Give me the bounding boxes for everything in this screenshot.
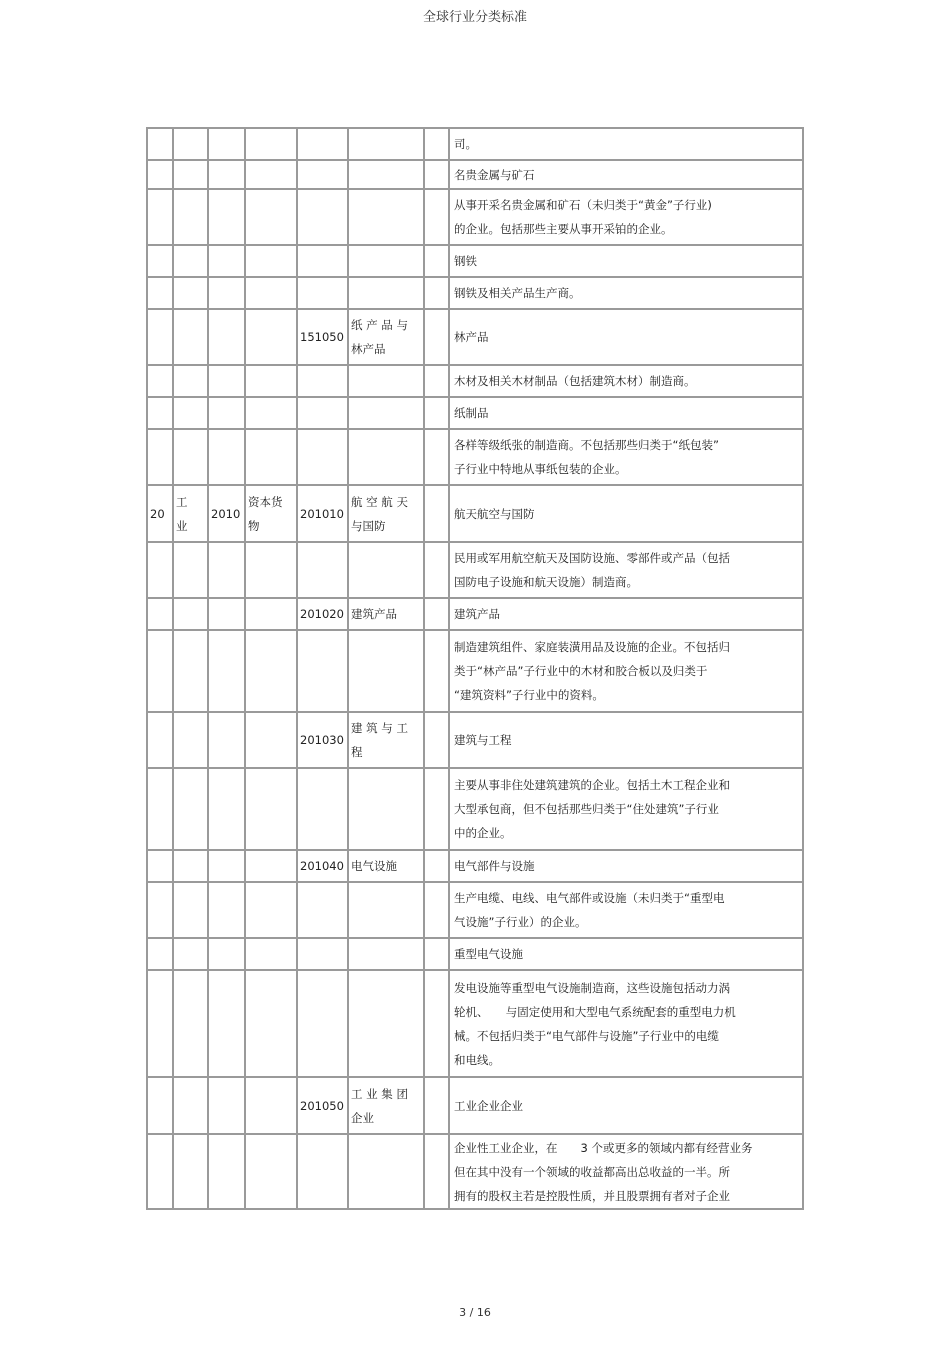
sector-code-cell	[147, 429, 173, 485]
industry-name-cell	[348, 712, 424, 768]
sub-industry-cell	[449, 850, 803, 882]
table-row	[147, 850, 803, 882]
industry-name-cell	[348, 365, 424, 397]
cell-text-line: 主要从事非住处建筑建筑的企业。包括土木工程企业和	[454, 778, 730, 792]
sector-name-cell	[173, 882, 208, 938]
cell-text-line: 工业企业企业	[454, 1098, 523, 1113]
industry-code-cell	[297, 850, 348, 882]
blank-cell	[424, 712, 449, 768]
table-row	[147, 160, 803, 189]
cell-text-line: 纸 产 品 与	[351, 318, 408, 332]
cell-text-line: 名贵金属与矿石	[454, 167, 535, 182]
table-row	[147, 485, 803, 542]
sector-name-cell	[173, 485, 208, 542]
industry-group-name-cell	[245, 1077, 297, 1134]
sector-name-cell	[173, 429, 208, 485]
cell-text-line: 电气设施	[351, 859, 397, 873]
table-row	[147, 882, 803, 938]
industry-group-name-cell	[245, 598, 297, 630]
industry-code-cell	[297, 160, 348, 189]
sector-name-cell	[173, 850, 208, 882]
cell-text-line: 民用或军用航空航天及国防设施、零部件或产品（包括	[454, 551, 730, 565]
industry-group-name-cell	[245, 160, 297, 189]
blank-cell	[424, 850, 449, 882]
industry-group-name-cell	[245, 1134, 297, 1209]
industry-group-code-cell	[208, 768, 245, 850]
industry-classification-table	[146, 127, 804, 1210]
cell-text-line: 资本货	[248, 494, 283, 509]
industry-group-name-cell	[245, 712, 297, 768]
cell-text-line: “建筑资料”子行业中的资料。	[454, 688, 604, 702]
sector-code-cell	[147, 598, 173, 630]
cell-text-line: 企业性工业企业，在 3 个或更多的领域内都有经营业务	[454, 1140, 753, 1155]
industry-code-cell	[297, 277, 348, 309]
sub-industry-cell	[449, 128, 803, 160]
table-row	[147, 245, 803, 277]
blank-cell	[424, 1077, 449, 1134]
cell-text-line: 司。	[454, 137, 477, 151]
cell-text-line: 航天航空与国防	[454, 506, 535, 521]
sub-industry-cell	[449, 397, 803, 429]
sector-name-cell	[173, 630, 208, 712]
cell-text-line: 械。不包括归类于“电气部件与设施”子行业中的电缆	[454, 1028, 719, 1043]
sub-industry-cell	[449, 485, 803, 542]
blank-cell	[424, 429, 449, 485]
table-row	[147, 397, 803, 429]
cell-text-line: 重型电气设施	[454, 947, 523, 961]
page-number: 3 / 16	[459, 1306, 491, 1319]
cell-text: 2010	[211, 506, 241, 521]
industry-group-name-cell	[245, 128, 297, 160]
industry-group-name-cell	[245, 542, 297, 598]
industry-group-name-cell	[245, 485, 297, 542]
table-row	[147, 189, 803, 245]
industry-group-code-cell	[208, 542, 245, 598]
blank-cell	[424, 768, 449, 850]
industry-group-name-cell	[245, 365, 297, 397]
industry-group-code-cell	[208, 712, 245, 768]
industry-group-name-cell	[245, 768, 297, 850]
sub-industry-cell	[449, 938, 803, 970]
industry-code-cell	[297, 768, 348, 850]
industry-code-cell	[297, 245, 348, 277]
sector-code-cell	[147, 160, 173, 189]
industry-group-code-cell	[208, 1077, 245, 1134]
industry-group-code-cell	[208, 189, 245, 245]
sector-code-cell	[147, 245, 173, 277]
cell-text-line: 企业	[351, 1110, 374, 1125]
sector-code-cell	[147, 882, 173, 938]
blank-cell	[424, 397, 449, 429]
table-row	[147, 970, 803, 1077]
sector-code-cell	[147, 189, 173, 245]
industry-name-cell	[348, 309, 424, 365]
industry-name-cell	[348, 277, 424, 309]
sub-industry-cell	[449, 970, 803, 1077]
industry-group-name-cell	[245, 938, 297, 970]
cell-text-line: 的企业。包括那些主要从事开采铂的企业。	[454, 222, 673, 236]
industry-name-cell	[348, 485, 424, 542]
cell-text-line: 建筑产品	[351, 607, 397, 621]
sector-name-cell	[173, 397, 208, 429]
industry-code-cell	[297, 189, 348, 245]
cell-text: 201030	[300, 733, 344, 747]
table-row	[147, 712, 803, 768]
industry-group-code-cell	[208, 630, 245, 712]
industry-name-cell	[348, 397, 424, 429]
industry-group-code-cell	[208, 850, 245, 882]
industry-code-cell	[297, 882, 348, 938]
industry-group-code-cell	[208, 485, 245, 542]
blank-cell	[424, 485, 449, 542]
sector-name-cell	[173, 277, 208, 309]
sub-industry-cell	[449, 277, 803, 309]
industry-group-name-cell	[245, 397, 297, 429]
cell-text-line: 建 筑 与 工	[351, 721, 408, 735]
sector-code-cell	[147, 970, 173, 1077]
industry-group-code-cell	[208, 277, 245, 309]
cell-text-line: 钢铁	[454, 254, 477, 268]
industry-group-name-cell	[245, 245, 297, 277]
industry-code-cell	[297, 485, 348, 542]
industry-code-cell	[297, 309, 348, 365]
cell-text-line: 林产品	[454, 330, 489, 344]
industry-group-name-cell	[245, 970, 297, 1077]
blank-cell	[424, 309, 449, 365]
industry-group-code-cell	[208, 429, 245, 485]
industry-group-name-cell	[245, 850, 297, 882]
sector-name-cell	[173, 189, 208, 245]
cell-text-line: 从事开采名贵金属和矿石（未归类于“黄金”子行业)	[454, 198, 712, 212]
sector-code-cell	[147, 397, 173, 429]
cell-text-line: 林产品	[351, 342, 386, 356]
table-row	[147, 309, 803, 365]
cell-text-line: 电气部件与设施	[454, 859, 535, 873]
sub-industry-cell	[449, 189, 803, 245]
cell-text-line: 子行业中特地从事纸包装的企业。	[454, 462, 627, 476]
table-row	[147, 542, 803, 598]
cell-text-line: 制造建筑组件、家庭装潢用品及设施的企业。不包括归	[454, 640, 730, 654]
blank-cell	[424, 365, 449, 397]
industry-group-name-cell	[245, 882, 297, 938]
sub-industry-cell	[449, 542, 803, 598]
sub-industry-cell	[449, 598, 803, 630]
cell-text: 201020	[300, 607, 344, 621]
sector-name-cell	[173, 542, 208, 598]
industry-group-code-cell	[208, 938, 245, 970]
sector-name-cell	[173, 365, 208, 397]
cell-text-line: 程	[351, 745, 363, 759]
table-row	[147, 429, 803, 485]
industry-group-code-cell	[208, 309, 245, 365]
sector-code-cell	[147, 850, 173, 882]
industry-group-code-cell	[208, 245, 245, 277]
sub-industry-cell	[449, 365, 803, 397]
industry-name-cell	[348, 429, 424, 485]
table-row	[147, 598, 803, 630]
cell-text-line: 轮机、 与固定使用和大型电气系统配套的重型电力机	[454, 1004, 736, 1019]
industry-name-cell	[348, 245, 424, 277]
cell-text-line: 工 业 集 团	[351, 1086, 408, 1101]
blank-cell	[424, 882, 449, 938]
sector-code-cell	[147, 1134, 173, 1209]
sub-industry-cell	[449, 245, 803, 277]
cell-text-line: 建筑产品	[454, 607, 500, 621]
blank-cell	[424, 189, 449, 245]
industry-name-cell	[348, 1134, 424, 1209]
sub-industry-cell	[449, 630, 803, 712]
document-title: 全球行业分类标准	[422, 10, 527, 25]
sub-industry-cell	[449, 712, 803, 768]
sector-name-cell	[173, 309, 208, 365]
sub-industry-cell	[449, 1134, 803, 1209]
cell-text-line: 生产电缆、电线、电气部件或设施（未归类于“重型电	[454, 891, 725, 905]
sector-name-cell	[173, 128, 208, 160]
blank-cell	[424, 277, 449, 309]
cell-text: 201010	[300, 506, 344, 521]
sub-industry-cell	[449, 768, 803, 850]
industry-name-cell	[348, 970, 424, 1077]
table-row	[147, 1134, 803, 1209]
industry-group-name-cell	[245, 277, 297, 309]
table-row	[147, 365, 803, 397]
cell-text: 201050	[300, 1098, 344, 1113]
sub-industry-cell	[449, 309, 803, 365]
cell-text-line: 类于“林产品”子行业中的木材和胶合板以及归类于	[454, 664, 708, 678]
sector-name-cell	[173, 160, 208, 189]
sector-code-cell	[147, 485, 173, 542]
cell-text-line: 航 空 航 天	[351, 494, 408, 509]
cell-text-line: 国防电子设施和航天设施）制造商。	[454, 575, 638, 589]
blank-cell	[424, 1134, 449, 1209]
cell-text-line: 业	[176, 518, 188, 533]
industry-group-code-cell	[208, 598, 245, 630]
industry-group-code-cell	[208, 365, 245, 397]
industry-group-name-cell	[245, 309, 297, 365]
blank-cell	[424, 160, 449, 189]
industry-code-cell	[297, 365, 348, 397]
industry-code-cell	[297, 1134, 348, 1209]
sector-code-cell	[147, 1077, 173, 1134]
industry-group-code-cell	[208, 128, 245, 160]
industry-name-cell	[348, 768, 424, 850]
industry-code-cell	[297, 429, 348, 485]
cell-text-line: 木材及相关木材制品（包括建筑木材）制造商。	[454, 374, 696, 388]
cell-text-line: 拥有的股权主若是控股性质，并且股票拥有者对子企业	[454, 1188, 730, 1203]
industry-name-cell	[348, 630, 424, 712]
sub-industry-cell	[449, 429, 803, 485]
industry-code-cell	[297, 598, 348, 630]
industry-group-code-cell	[208, 160, 245, 189]
industry-code-cell	[297, 1077, 348, 1134]
sector-code-cell	[147, 938, 173, 970]
sector-code-cell	[147, 630, 173, 712]
sector-name-cell	[173, 1077, 208, 1134]
blank-cell	[424, 542, 449, 598]
sector-code-cell	[147, 542, 173, 598]
table-row	[147, 277, 803, 309]
sector-code-cell	[147, 365, 173, 397]
sub-industry-cell	[449, 882, 803, 938]
cell-text-line: 建筑与工程	[454, 733, 512, 747]
blank-cell	[424, 630, 449, 712]
blank-cell	[424, 245, 449, 277]
sector-code-cell	[147, 277, 173, 309]
cell-text-line: 各样等级纸张的制造商。不包括那些归类于“纸包装”	[454, 438, 719, 452]
industry-group-name-cell	[245, 189, 297, 245]
table-row	[147, 768, 803, 850]
table-row	[147, 128, 803, 160]
industry-code-cell	[297, 128, 348, 160]
industry-name-cell	[348, 128, 424, 160]
blank-cell	[424, 598, 449, 630]
industry-name-cell	[348, 189, 424, 245]
industry-name-cell	[348, 882, 424, 938]
cell-text: 201040	[300, 859, 344, 873]
industry-group-code-cell	[208, 1134, 245, 1209]
sector-name-cell	[173, 245, 208, 277]
cell-text-line: 与国防	[351, 518, 386, 533]
table-row	[147, 938, 803, 970]
industry-code-cell	[297, 970, 348, 1077]
sub-industry-cell	[449, 1077, 803, 1134]
cell-text: 151050	[300, 330, 344, 344]
industry-group-code-cell	[208, 970, 245, 1077]
industry-name-cell	[348, 598, 424, 630]
sector-name-cell	[173, 768, 208, 850]
cell-text-line: 钢铁及相关产品生产商。	[454, 286, 581, 300]
industry-code-cell	[297, 542, 348, 598]
industry-name-cell	[348, 160, 424, 189]
cell-text-line: 纸制品	[454, 406, 489, 420]
sector-code-cell	[147, 309, 173, 365]
cell-text: 20	[150, 506, 165, 521]
sector-name-cell	[173, 1134, 208, 1209]
sub-industry-cell	[449, 160, 803, 189]
industry-name-cell	[348, 938, 424, 970]
sector-code-cell	[147, 768, 173, 850]
cell-text-line: 大型承包商，但不包括那些归类于“住处建筑”子行业	[454, 802, 719, 816]
industry-name-cell	[348, 850, 424, 882]
industry-code-cell	[297, 630, 348, 712]
sector-name-cell	[173, 712, 208, 768]
industry-name-cell	[348, 1077, 424, 1134]
industry-group-code-cell	[208, 397, 245, 429]
sector-name-cell	[173, 938, 208, 970]
sector-name-cell	[173, 598, 208, 630]
cell-text-line: 发电设施等重型电气设施制造商，这些设施包括动力涡	[454, 980, 730, 995]
table-row	[147, 630, 803, 712]
industry-group-name-cell	[245, 630, 297, 712]
industry-code-cell	[297, 397, 348, 429]
cell-text-line: 气设施”子行业）的企业。	[454, 915, 587, 929]
blank-cell	[424, 970, 449, 1077]
cell-text-line: 和电线。	[454, 1052, 500, 1067]
industry-group-code-cell	[208, 882, 245, 938]
sector-name-cell	[173, 970, 208, 1077]
table-row	[147, 1077, 803, 1134]
industry-code-cell	[297, 938, 348, 970]
industry-name-cell	[348, 542, 424, 598]
blank-cell	[424, 938, 449, 970]
cell-text-line: 中的企业。	[454, 826, 512, 840]
cell-text-line: 物	[248, 518, 260, 533]
cell-text-line: 工	[176, 494, 188, 509]
sector-code-cell	[147, 128, 173, 160]
cell-text-line: 但在其中没有一个领域的收益都高出总收益的一半。所	[454, 1164, 730, 1179]
industry-code-cell	[297, 712, 348, 768]
blank-cell	[424, 128, 449, 160]
sector-code-cell	[147, 712, 173, 768]
industry-group-name-cell	[245, 429, 297, 485]
